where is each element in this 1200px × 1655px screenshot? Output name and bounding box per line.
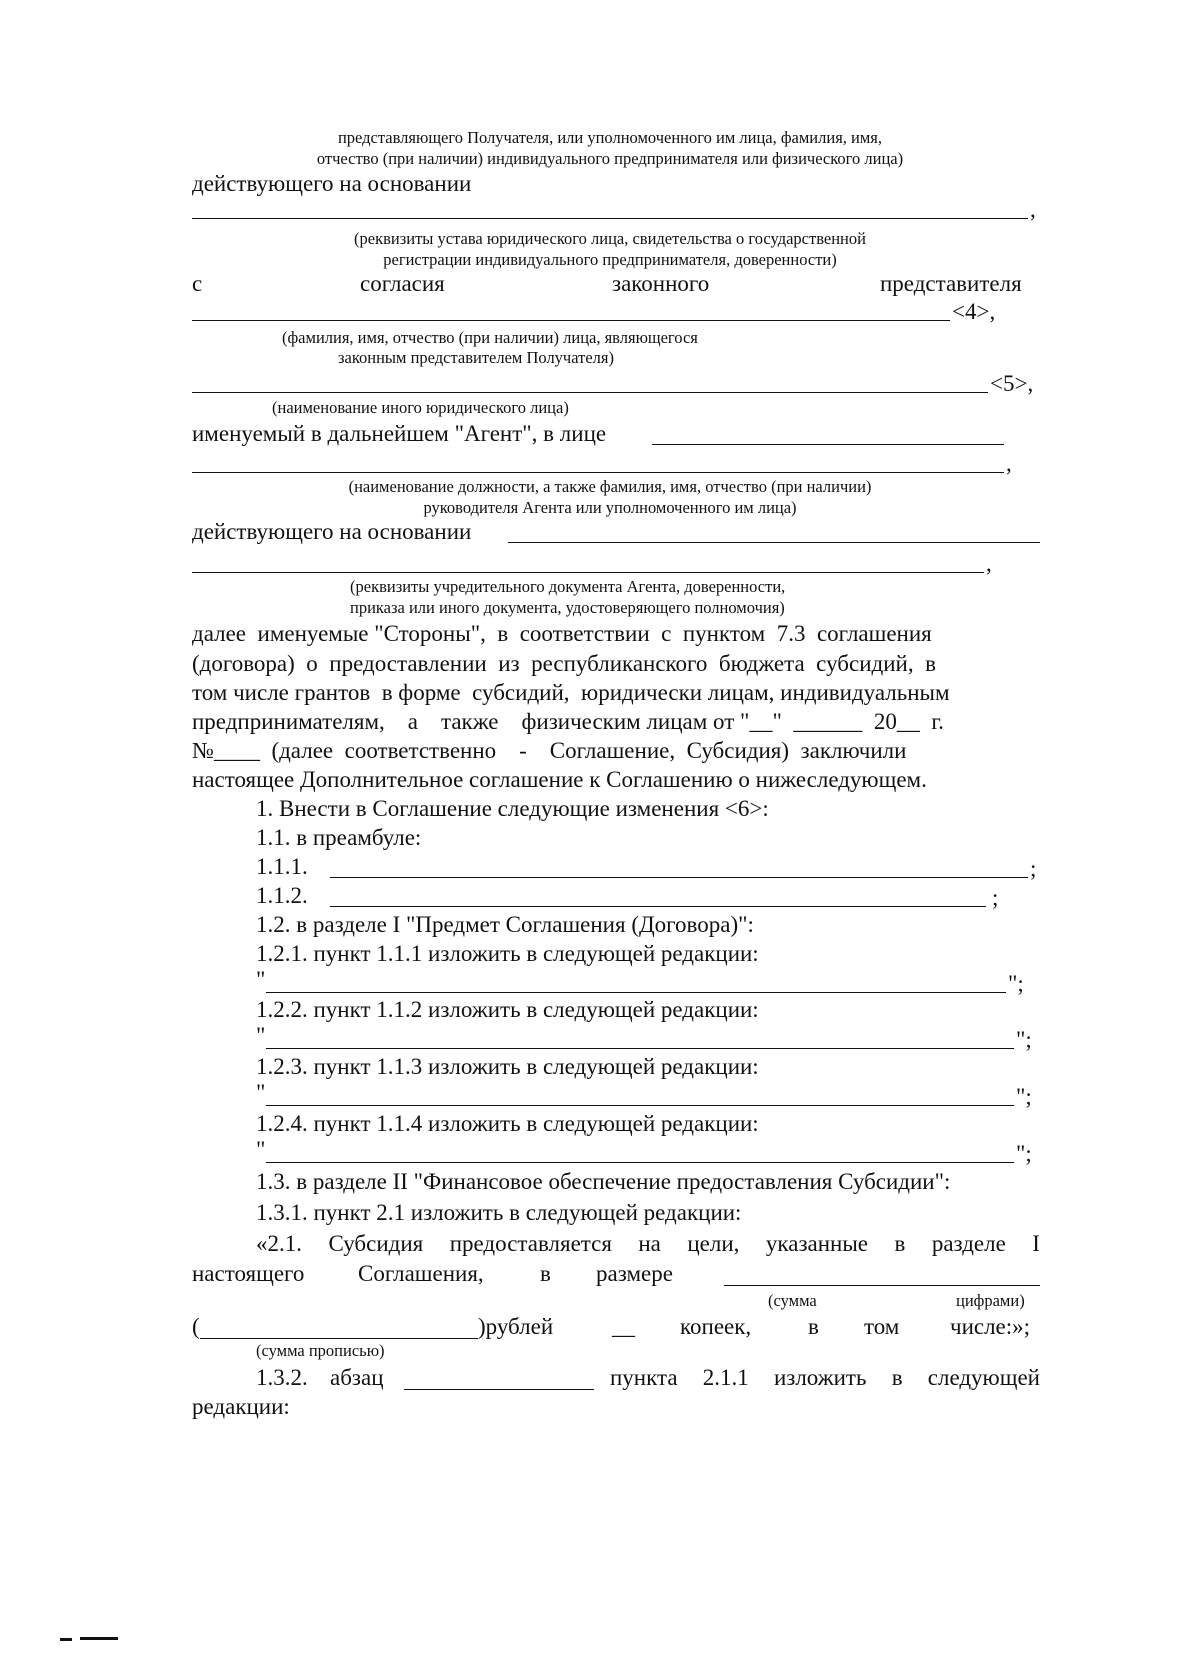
subsidy-word: в — [894, 1231, 906, 1256]
acting-basis-label-2: действующего на основании — [192, 519, 472, 544]
quote-open: " — [256, 967, 266, 992]
paragraph-line-2: (договора) о предоставлении из республиканского бюджета субсидий, в — [192, 651, 936, 676]
blank-other-entity-line — [192, 392, 988, 393]
caption-sum-word-1: (сумма — [768, 1291, 817, 1310]
caption-representative-line1: представляющего Получателя, или уполномоченного им лица, фамилия, имя, — [337, 128, 883, 147]
blank-1-1-1 — [330, 877, 1028, 878]
item-1-3-2-word: следующей — [927, 1365, 1040, 1390]
paragraph-line-4: предпринимателям, а также физическим лицам от "__" ______ 20__ г. — [192, 709, 944, 734]
item-1-3-2-end: редакции: — [192, 1394, 290, 1419]
rub-word: том — [864, 1314, 900, 1339]
item-1-3: 1.3. в разделе II "Финансовое обеспечение предоставления Субсидии": — [256, 1169, 951, 1194]
caption-charter-line1: (реквизиты устава юридического лица, свидетельства о государственной — [354, 229, 866, 248]
item-1-1-2: 1.1.2. — [256, 883, 308, 908]
subsidy-word: Субсидия — [328, 1231, 424, 1256]
quote-close: "; — [1008, 971, 1024, 996]
semicolon: ; — [1030, 856, 1037, 881]
comma: , — [1030, 197, 1036, 222]
blank-1-2-3 — [266, 1105, 1014, 1106]
item-1-1-1: 1.1.1. — [256, 854, 308, 879]
item-1-2-2: 1.2.2. пункт 1.1.2 изложить в следующей редакции: — [256, 997, 759, 1022]
caption-sum-word-2: цифрами) — [956, 1291, 1025, 1310]
item-1-3-2-word: в — [891, 1365, 903, 1390]
item-1: 1. Внести в Соглашение следующие изменения <6>: — [256, 796, 769, 821]
kopecks-label: копеек, — [680, 1314, 752, 1339]
kopecks-blank: __ — [612, 1314, 635, 1339]
caption-legal-rep-line2: законным представителем Получателя) — [338, 348, 614, 367]
caption-agent-doc-line2: приказа или иного документа, удостоверяющего полномочия) — [350, 598, 785, 617]
caption-legal-rep-line1: (фамилия, имя, отчество (при наличии) лица, являющегося — [282, 328, 698, 347]
item-1-3-2-word: 2.1.1 — [702, 1365, 749, 1390]
blank-agent-basis-line — [508, 542, 1040, 543]
comma: , — [1006, 451, 1012, 476]
subsidy-word: цели, — [687, 1231, 740, 1256]
size-word-1: настоящего — [192, 1261, 305, 1286]
item-1-3-2-word: абзац — [330, 1365, 384, 1390]
quote-close: "; — [1016, 1084, 1032, 1109]
item-1-3-2-tail — [610, 1364, 1040, 1392]
item-1-2-3: 1.2.3. пункт 1.1.3 изложить в следующей редакции: — [256, 1054, 759, 1079]
paragraph-line-1: далее именуемые "Стороны", в соответствии с пунктом 7.3 соглашения — [192, 621, 932, 646]
scan-mark — [80, 1637, 118, 1640]
caption-agent-line2: руководителя Агента или уполномоченного им лица) — [423, 498, 797, 517]
caption-agent-doc-line1: (реквизиты учредительного документа Агента, доверенности, — [350, 577, 786, 596]
item-1-3-2-word: пункта — [610, 1365, 678, 1390]
item-1-2-4: 1.2.4. пункт 1.1.4 изложить в следующей редакции: — [256, 1111, 759, 1136]
caption-charter-line2: регистрации индивидуального предпринимателя, доверенности) — [383, 250, 837, 269]
agent-named-label: именуемый в дальнейшем "Агент", в лице — [192, 421, 607, 446]
quote-close: "; — [1016, 1027, 1032, 1052]
consent-word-1: с — [192, 271, 203, 296]
subsidy-line — [256, 1230, 1040, 1258]
blank-charter-line — [192, 218, 1028, 219]
quote-open: " — [256, 1137, 266, 1162]
subsidy-word: предоставляется — [449, 1231, 612, 1256]
rubles-label: )рублей — [478, 1314, 554, 1339]
blank-1-2-1 — [266, 992, 1006, 993]
consent-word-4: представителя — [880, 271, 1022, 296]
blank-sum-words — [200, 1338, 478, 1339]
comma: , — [986, 551, 992, 576]
footnote-4: <4>, — [952, 299, 996, 324]
consent-word-3: законного — [612, 271, 710, 296]
caption-other-entity: (наименование иного юридического лица) — [272, 398, 569, 417]
quote-close: "; — [1016, 1141, 1032, 1166]
rub-open-paren: ( — [192, 1314, 200, 1339]
item-1-1: 1.1. в преамбуле: — [256, 825, 422, 850]
consent-word-2: согласия — [360, 271, 445, 296]
blank-1-1-2 — [330, 906, 986, 907]
size-word-4: размере — [596, 1261, 673, 1286]
blank-1-2-2 — [266, 1048, 1014, 1049]
scan-mark — [60, 1638, 72, 1641]
caption-agent-line1: (наименование должности, а также фамилия, имя, отчество (при наличии) — [348, 477, 872, 496]
item-1-3-2-word: изложить — [773, 1365, 867, 1390]
subsidy-word: I — [1032, 1231, 1040, 1256]
caption-representative-line2: отчество (при наличии) индивидуального предпринимателя или физического лица) — [316, 149, 904, 168]
semicolon: ; — [992, 885, 999, 910]
paragraph-line-3: том числе грантов в форме субсидий, юридически лицам, индивидуальным — [192, 680, 950, 705]
paragraph-line-6: настоящее Дополнительное соглашение к Соглашению о нижеследующем. — [192, 767, 927, 792]
quote-open: " — [256, 1080, 266, 1105]
acting-basis-label: действующего на основании — [192, 171, 472, 196]
rub-word: в — [808, 1314, 819, 1339]
item-1-3-2-number: 1.3.2. — [256, 1365, 308, 1390]
quote-open: " — [256, 1023, 266, 1048]
subsidy-word: «2.1. — [256, 1231, 302, 1256]
rub-word: числе:»; — [950, 1314, 1031, 1339]
subsidy-word: разделе — [931, 1231, 1006, 1256]
size-word-2: Соглашения, — [358, 1261, 484, 1286]
item-1-2: 1.2. в разделе I "Предмет Соглашения (Договора)": — [256, 912, 754, 937]
item-1-2-1: 1.2.1. пункт 1.1.1 изложить в следующей редакции: — [256, 941, 759, 966]
size-word-3: в — [540, 1261, 551, 1286]
item-1-3-1: 1.3.1. пункт 2.1 изложить в следующей редакции: — [256, 1200, 742, 1225]
blank-1-2-4 — [266, 1162, 1014, 1163]
blank-sum-digits — [724, 1285, 1040, 1286]
footnote-5: <5>, — [990, 371, 1034, 396]
blank-agent-position-line — [192, 472, 1004, 473]
blank-legal-rep-line — [192, 320, 950, 321]
caption-sum-in-words: (сумма прописью) — [256, 1341, 385, 1360]
subsidy-word: на — [638, 1231, 661, 1256]
blank-agent-doc-line — [192, 572, 984, 573]
paragraph-line-5: №____ (далее соответственно - Соглашение, Субсидия) заключили — [192, 738, 907, 763]
subsidy-word: указанные — [765, 1231, 869, 1256]
blank-agent-person-line — [652, 444, 1004, 445]
blank-paragraph-number — [404, 1389, 594, 1390]
